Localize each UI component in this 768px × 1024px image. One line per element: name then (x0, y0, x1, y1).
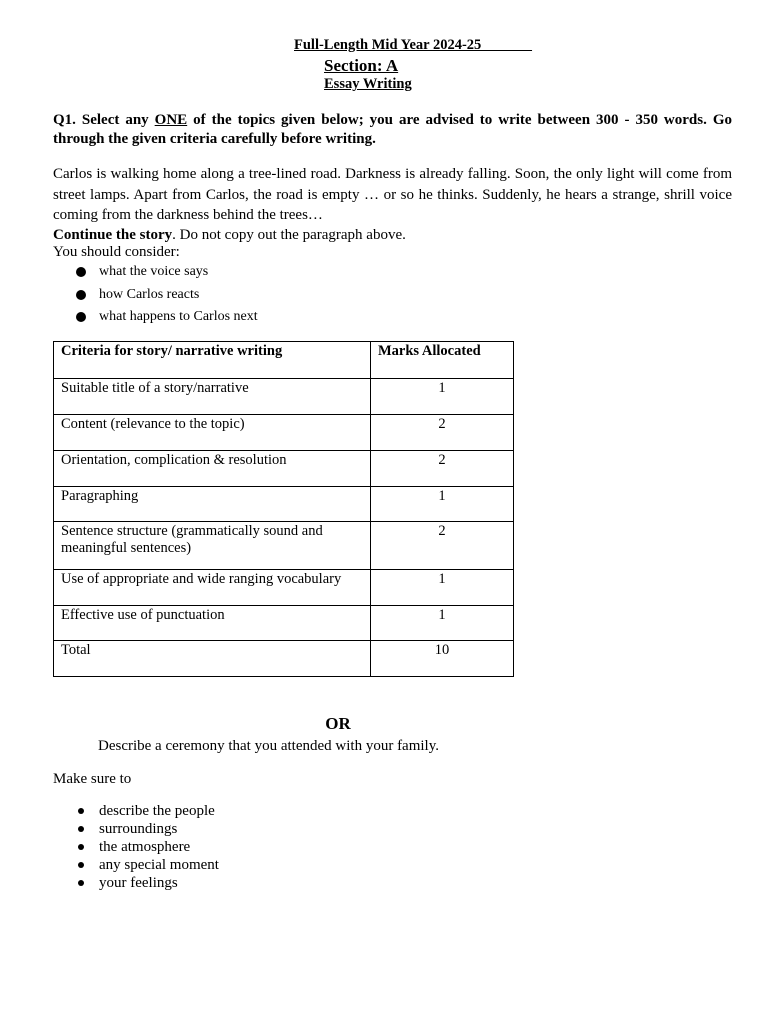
table-row (54, 570, 514, 606)
list-item-text: surroundings (99, 821, 178, 837)
question-emphasis: ONE (154, 112, 188, 128)
continue-bold: Continue the story (53, 227, 173, 243)
list-item (76, 262, 258, 285)
list-item-text: describe the people (99, 803, 215, 819)
marks-cell: 1 (371, 487, 514, 522)
list-item-text: the atmosphere (99, 839, 191, 855)
bullet-icon (76, 312, 86, 322)
table-row (54, 415, 514, 451)
list-item (76, 856, 219, 874)
list-item-text: your feelings (99, 875, 178, 891)
marks-cell: 2 (371, 451, 514, 487)
marks-cell: 1 (371, 606, 514, 641)
question-suffix: of the topics given below; you are advised to write between 300 - 350 words. Go through the given criteria carefully before writing. (53, 112, 732, 147)
table-row (54, 522, 514, 570)
list-item-text: any special moment (99, 857, 219, 873)
list-item (76, 838, 219, 856)
criterion-cell: Effective use of punctuation (54, 606, 371, 641)
list-item (76, 820, 219, 838)
list-item-text: what happens to Carlos next (99, 309, 258, 324)
continue-rest: . Do not copy out the paragraph above. (172, 227, 406, 243)
criterion-cell: Content (relevance to the topic) (54, 415, 371, 451)
list-item-text: how Carlos reacts (99, 286, 200, 302)
alternative-prompt: Describe a ceremony that you attended with your family. (98, 738, 439, 754)
bullet-icon (78, 862, 84, 868)
continue-instruction (53, 227, 406, 244)
bullet-icon (78, 844, 84, 850)
bullet-icon (76, 267, 86, 277)
story-paragraph: Carlos is walking home along a tree-lined road. Darkness is already falling. Soon, the only light will come from street lamps. Apart from Carlos, the road is empty … or so he thinks. Suddenly, he hears a strange, shrill voice coming from the darkness behind the trees… (53, 166, 732, 223)
question-instruction (53, 111, 732, 149)
list-item (76, 874, 219, 892)
list-item (76, 285, 258, 308)
criterion-cell: Total (54, 641, 371, 677)
criterion-cell: Suitable title of a story/narrative (54, 379, 371, 415)
section-heading: Section: A (324, 56, 399, 75)
criterion-cell: Use of appropriate and wide ranging vocabulary (54, 570, 371, 606)
exam-title: Full-Length Mid Year 2024-25 (294, 37, 533, 53)
column-header-marks: Marks Allocated (371, 342, 514, 379)
bullet-icon (78, 880, 84, 886)
table-row (54, 606, 514, 641)
criterion-cell: Orientation, complication & resolution (54, 451, 371, 487)
consider-list (76, 262, 258, 330)
bullet-icon (78, 826, 84, 832)
table-row (54, 379, 514, 415)
table-row-total (54, 641, 514, 677)
list-item (76, 307, 258, 330)
table-header-row (54, 342, 514, 379)
list-item (76, 802, 219, 820)
table-row (54, 451, 514, 487)
table-row (54, 487, 514, 522)
bullet-icon (76, 290, 86, 300)
make-sure-label: Make sure to (53, 771, 132, 787)
list-item-text: what the voice says (99, 264, 209, 279)
criterion-cell: Sentence structure (grammatically sound and meaningful sentences) (54, 522, 371, 570)
or-divider: OR (325, 714, 351, 733)
criterion-cell: Paragraphing (54, 487, 371, 522)
make-sure-list (76, 802, 219, 892)
criteria-table (53, 341, 514, 677)
marks-cell: 10 (371, 641, 514, 677)
essay-writing-heading: Essay Writing (324, 76, 412, 92)
question-prefix: Q1. Select any (53, 112, 155, 128)
column-header-criteria: Criteria for story/ narrative writing (54, 342, 371, 379)
bullet-icon (78, 808, 84, 814)
marks-cell: 2 (371, 522, 514, 570)
marks-cell: 2 (371, 415, 514, 451)
marks-cell: 1 (371, 379, 514, 415)
consider-label: You should consider: (53, 244, 180, 260)
marks-cell: 1 (371, 570, 514, 606)
